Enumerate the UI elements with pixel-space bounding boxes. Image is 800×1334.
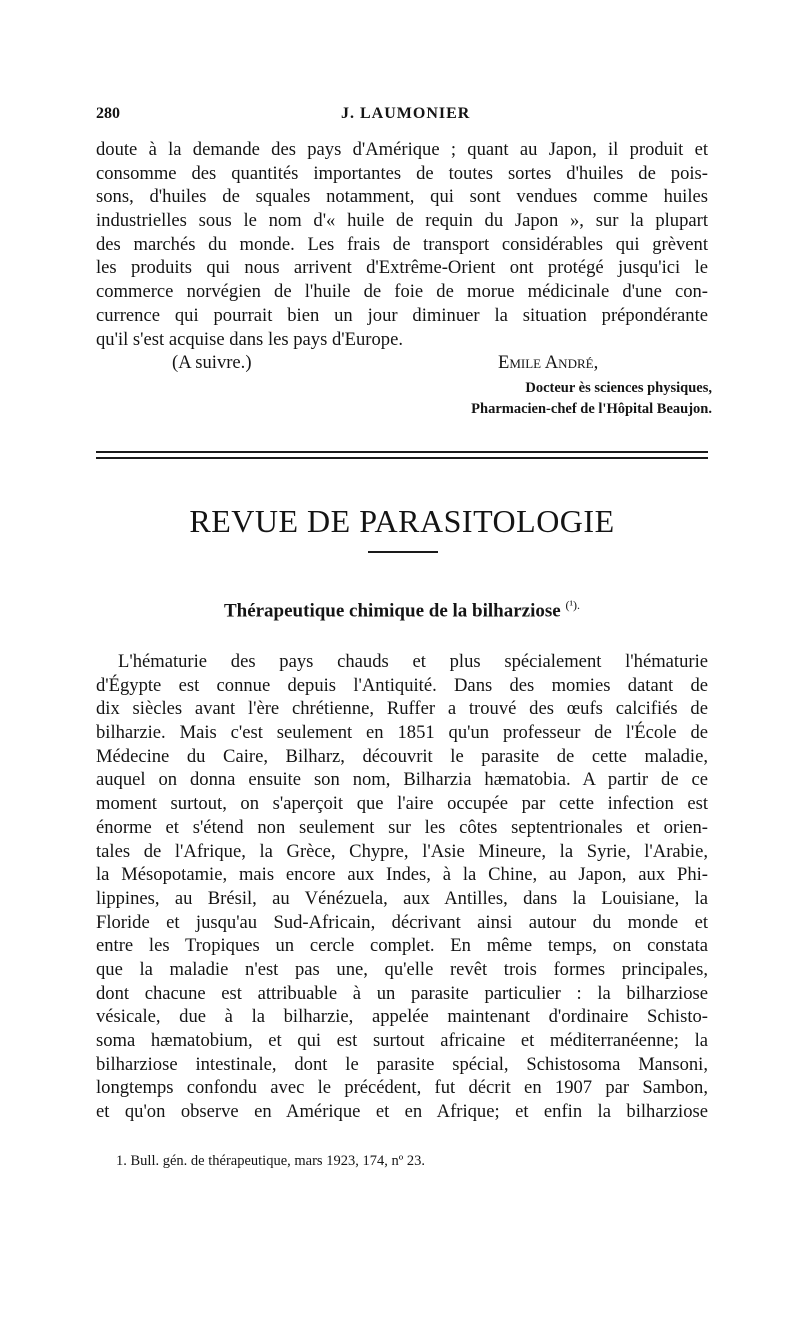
text-line: moment surtout, on s'aperçoit que l'aire occupée par cette infection est bbox=[96, 793, 708, 815]
text-line: la Mésopotamie, mais encore aux Indes, à la Chine, au Japon, aux Phi- bbox=[96, 864, 708, 886]
credential-line: Pharmacien-chef de l'Hôpital Beaujon. bbox=[471, 401, 712, 417]
text-line: soma hæmatobium, et qui est surtout africaine et méditerranéenne; la bbox=[96, 1030, 708, 1051]
text-line: sons, d'huiles de squales notamment, qui sont vendues comme huiles bbox=[96, 186, 708, 208]
text-line: bilharzie. Mais c'est seulement en 1851 qu'un professeur de l'École de bbox=[96, 722, 708, 744]
text-line: tales de l'Afrique, la Grèce, Chypre, l'Asie Mineure, la Syrie, l'Arabie, bbox=[96, 840, 708, 862]
text-line: les produits qui nous arrivent d'Extrême-Orient ont protégé jusqu'ici le bbox=[96, 257, 708, 279]
author-credentials bbox=[300, 378, 712, 420]
running-head bbox=[96, 100, 708, 128]
text-line: dix siècles avant l'ère chrétienne, Ruffer a trouvé des œufs calcifiés de bbox=[96, 698, 708, 720]
text-line: des marchés du monde. Les frais de transport considérables qui grèvent bbox=[96, 233, 708, 255]
continuation-paragraph bbox=[96, 138, 708, 351]
text-line: qu'il s'est acquise dans les pays d'Europe. bbox=[96, 328, 403, 350]
text-line: consomme des quantités importantes de toutes sortes d'huiles de pois- bbox=[96, 162, 708, 184]
text-line: L'hématurie des pays chauds et plus spécialement l'hématurie bbox=[118, 651, 708, 672]
text-line: dont chacune est attribuable à un parasite particulier : la bilharziose bbox=[96, 982, 708, 1004]
text-line: et qu'on observe en Amérique et en Afrique; et enfin la bilharziose bbox=[96, 1101, 708, 1123]
credential-line: Docteur ès sciences physiques, bbox=[525, 380, 712, 396]
to-be-continued-note: (A suivre.) bbox=[172, 352, 252, 373]
text-line: que la maladie n'est pas une, qu'elle revêt trois formes principales, bbox=[96, 958, 708, 980]
footnote-marker: (¹). bbox=[565, 598, 581, 612]
text-line: commerce norvégien de l'huile de foie de morue médicinale d'une con- bbox=[96, 281, 708, 303]
text-line: doute à la demande des pays d'Amérique ; quant au Japon, il produit et bbox=[96, 139, 708, 160]
text-line: énorme et s'étend non seulement sur les côtes septentrionales et orien- bbox=[96, 816, 708, 838]
section-title: REVUE DE PARASITOLOGIE bbox=[189, 503, 615, 539]
text-line: lippines, au Brésil, au Vénézuela, aux Antilles, dans la Louisiane, la bbox=[96, 887, 708, 909]
text-line: vésicale, due à la bilharzie, appelée maintenant d'ordinaire Schisto- bbox=[96, 1006, 708, 1028]
footnote: 1. Bull. gén. de thérapeutique, mars 1923, 174, nº 23. bbox=[116, 1153, 425, 1169]
text-line: entre les Tropiques un cercle complet. En même temps, on constata bbox=[96, 935, 708, 957]
text-line: bilharziose intestinale, dont le parasite spécial, Schistosoma Mansoni, bbox=[96, 1053, 708, 1075]
text-line: longtemps confondu avec le précédent, fut décrit en 1907 par Sambon, bbox=[96, 1077, 708, 1099]
article-paragraph bbox=[96, 650, 708, 1124]
text-line: auquel on donna ensuite son nom, Bilharzia hæmatobia. A partir de ce bbox=[96, 769, 708, 791]
author-name: Emile André, bbox=[498, 352, 599, 373]
text-line: Médecine du Caire, Bilharz, découvrit le parasite de cette maladie, bbox=[96, 745, 708, 767]
article-title-text: Thérapeutique chimique de la bilharziose bbox=[223, 600, 561, 622]
text-line: Floride et jusqu'au Sud-Africain, décrivant ainsi autour du monde et bbox=[96, 911, 708, 933]
page-number: 280 bbox=[96, 105, 120, 122]
section-divider-top bbox=[96, 451, 708, 453]
text-line: d'Égypte est connue depuis l'Antiquité. Dans des momies datant de bbox=[96, 674, 708, 696]
article-title bbox=[96, 590, 708, 620]
text-line: industrielles sous le nom d'« huile de requin du Japon », sur la plupart bbox=[96, 210, 708, 232]
section-divider-bottom bbox=[96, 457, 708, 459]
section-title-rule bbox=[368, 551, 438, 553]
running-title: J. LAUMONIER bbox=[341, 105, 471, 122]
signoff bbox=[172, 350, 712, 376]
text-line: currence qui pourrait bien un jour diminuer la situation prépondérante bbox=[96, 304, 708, 326]
